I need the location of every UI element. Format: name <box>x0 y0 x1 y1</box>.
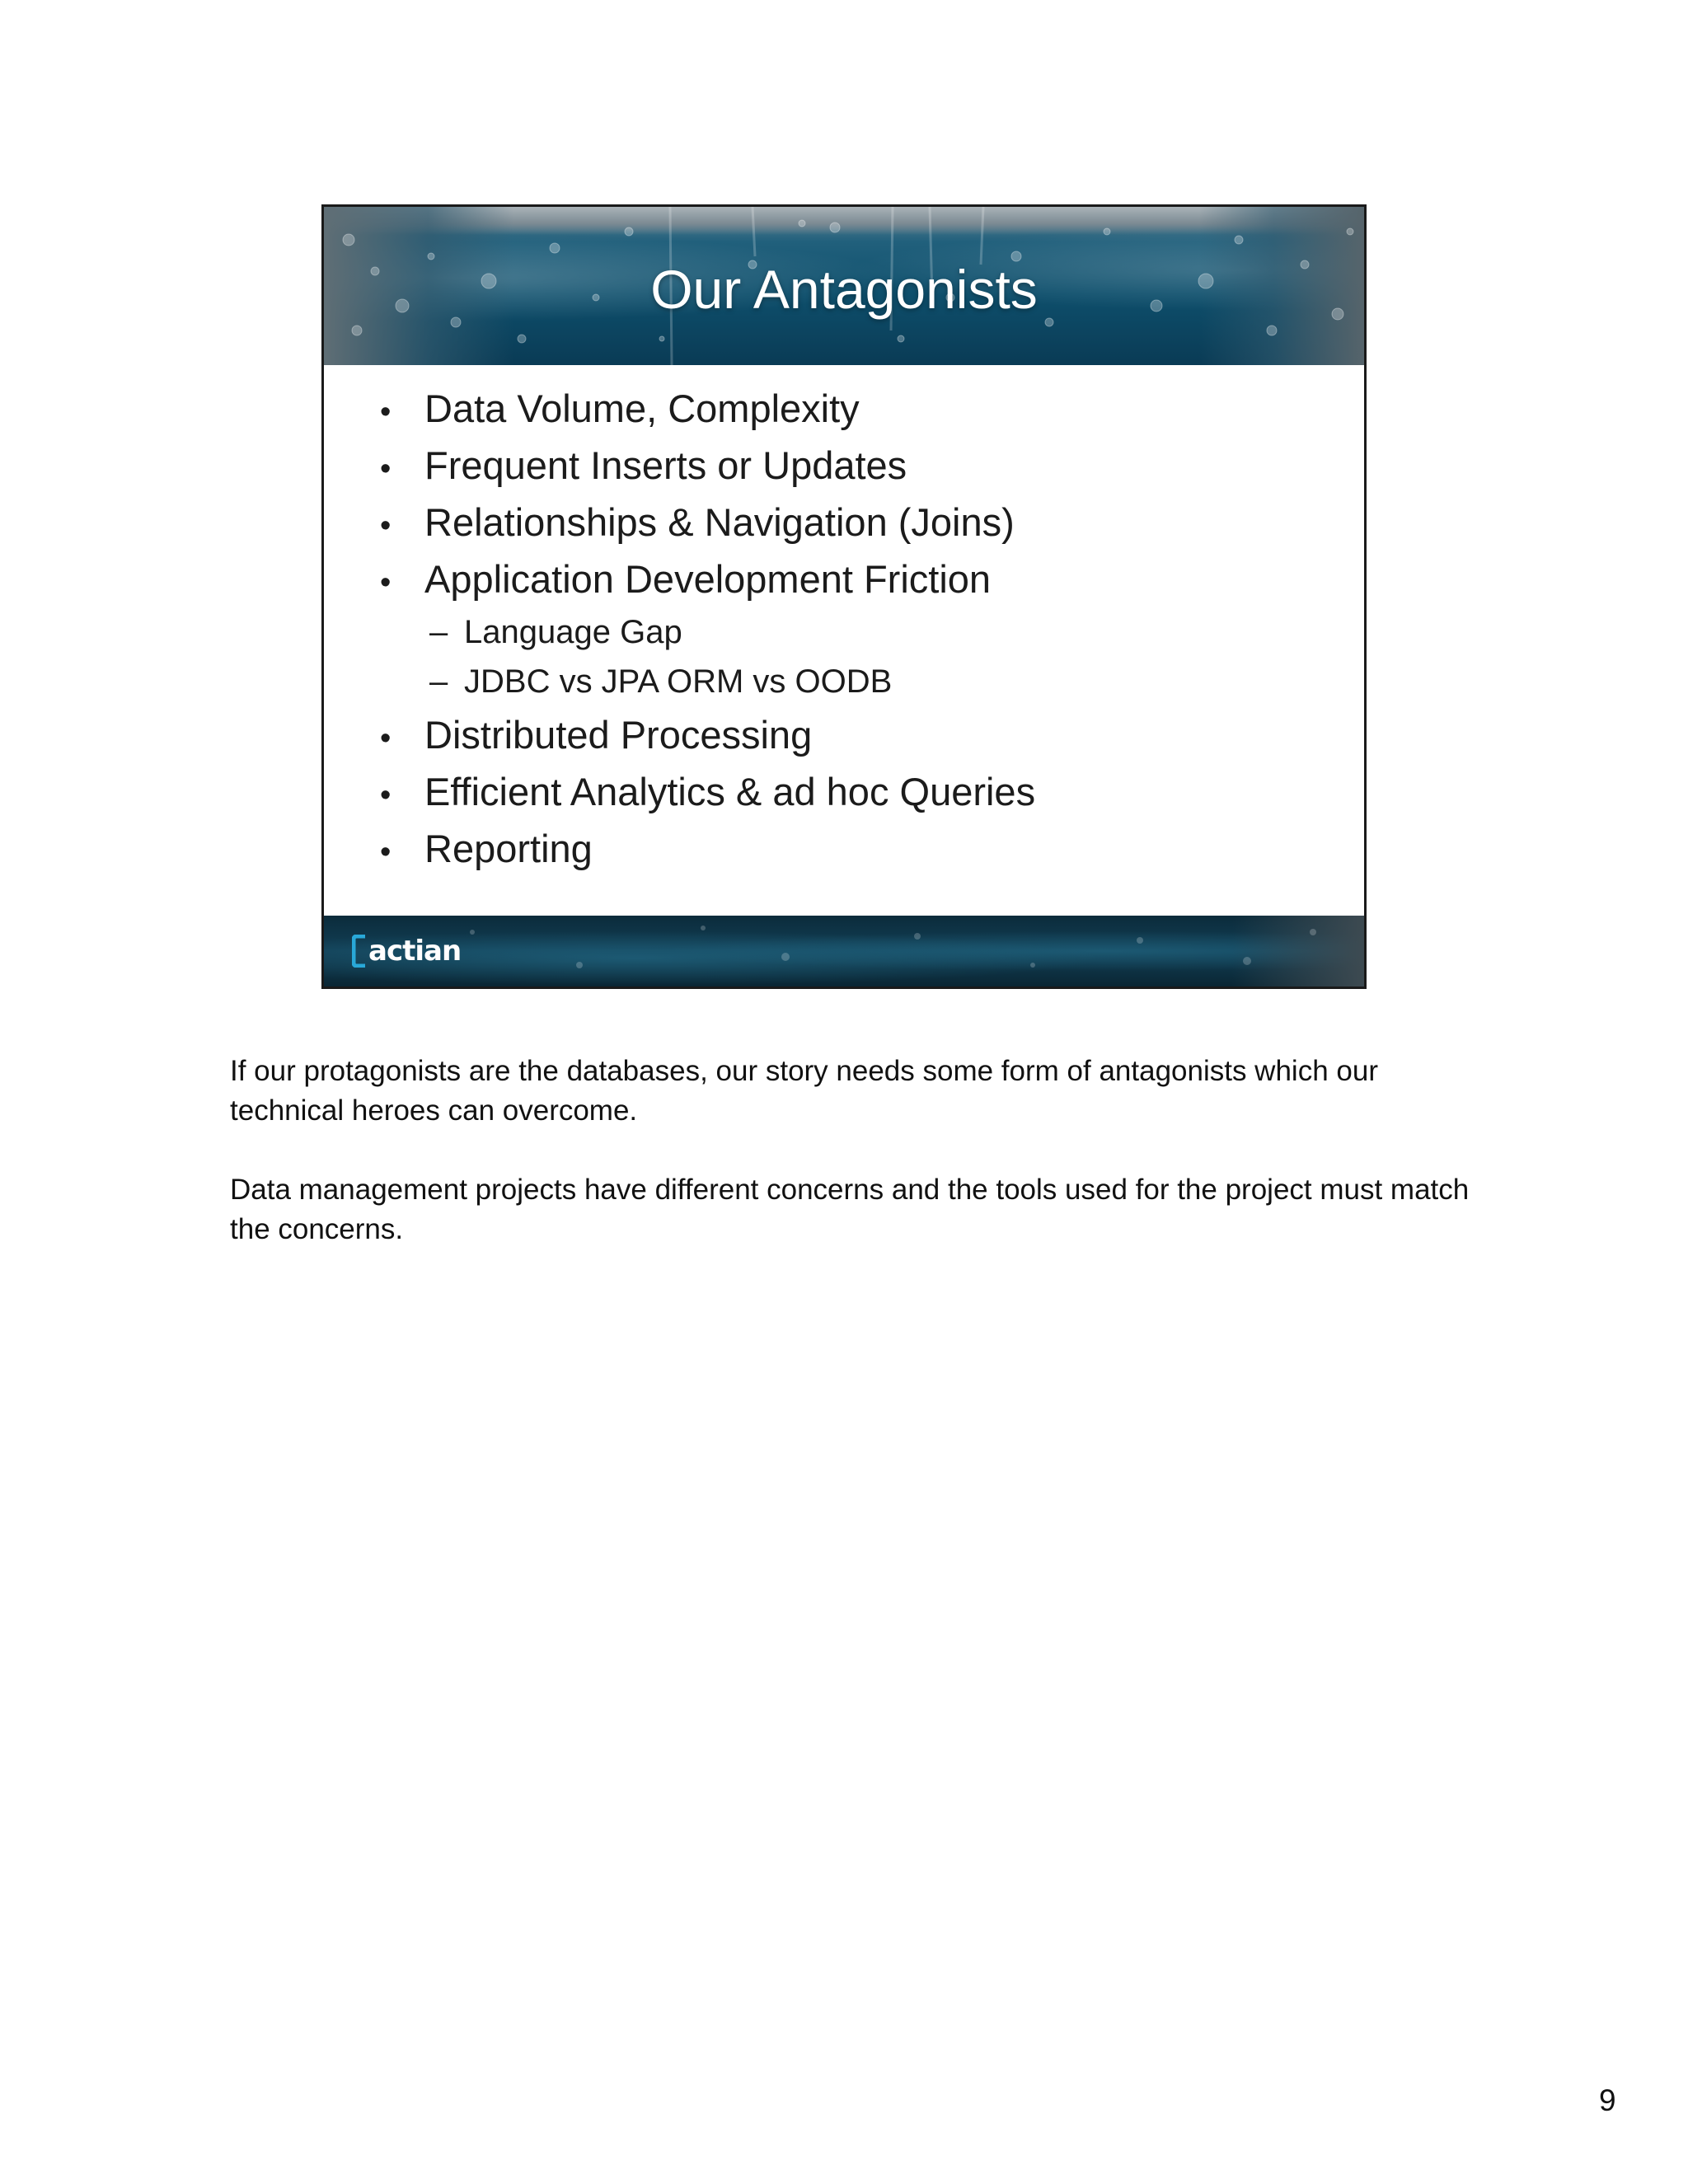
bullet-dot-icon: • <box>380 452 392 486</box>
bullet-item <box>380 551 1035 607</box>
bullet-dot-icon: • <box>380 509 392 543</box>
sub-bullet-text: Language Gap <box>464 614 682 650</box>
slide-footer-banner <box>324 916 1364 987</box>
bullet-dot-icon: • <box>380 565 392 600</box>
bullet-text: Efficient Analytics & ad hoc Queries <box>424 770 1036 813</box>
bullet-text: Distributed Processing <box>424 713 813 757</box>
page-number: 9 <box>1599 2083 1616 2117</box>
footer-droplets-decoration <box>324 916 1364 987</box>
bullet-text: Data Volume, Complexity <box>424 387 860 430</box>
bullet-item <box>380 380 1035 437</box>
notes-paragraph: If our protagonists are the databases, our story needs some form of antagonists which our technical heroes can overcome. <box>230 1055 1378 1127</box>
slide-body <box>324 365 1364 927</box>
bullet-item <box>380 706 1035 763</box>
sub-bullet-item <box>380 657 1035 706</box>
slide-header-banner <box>324 207 1364 365</box>
actian-logo <box>352 932 461 970</box>
slide-thumbnail <box>321 204 1367 989</box>
bullet-dot-icon: • <box>380 395 392 429</box>
sub-bullet-item <box>380 607 1035 657</box>
bullet-item <box>380 820 1035 877</box>
bullet-dot-icon: • <box>380 778 392 813</box>
logo-bracket-icon <box>352 935 367 968</box>
bullet-dot-icon: • <box>380 721 392 756</box>
bullet-item <box>380 763 1035 820</box>
logo-wordmark: actian <box>368 935 462 968</box>
sub-bullet-dash-icon: – <box>429 663 448 700</box>
speaker-notes <box>230 1052 1483 1289</box>
bullet-list <box>380 380 1035 877</box>
bullet-text: Application Development Friction <box>424 557 992 601</box>
bullet-item <box>380 437 1035 494</box>
sub-bullet-dash-icon: – <box>429 614 448 650</box>
bullet-dot-icon: • <box>380 835 392 869</box>
bullet-text: Relationships & Navigation (Joins) <box>424 500 1015 544</box>
notes-paragraph: Data management projects have different concerns and the tools used for the project must match the concerns. <box>230 1174 1470 1245</box>
sub-bullet-text: JDBC vs JPA ORM vs OODB <box>464 663 893 700</box>
slide-title: Our Antagonists <box>650 259 1038 320</box>
bullet-text: Frequent Inserts or Updates <box>424 443 907 487</box>
bullet-text: Reporting <box>424 827 593 870</box>
bullet-item <box>380 494 1035 551</box>
